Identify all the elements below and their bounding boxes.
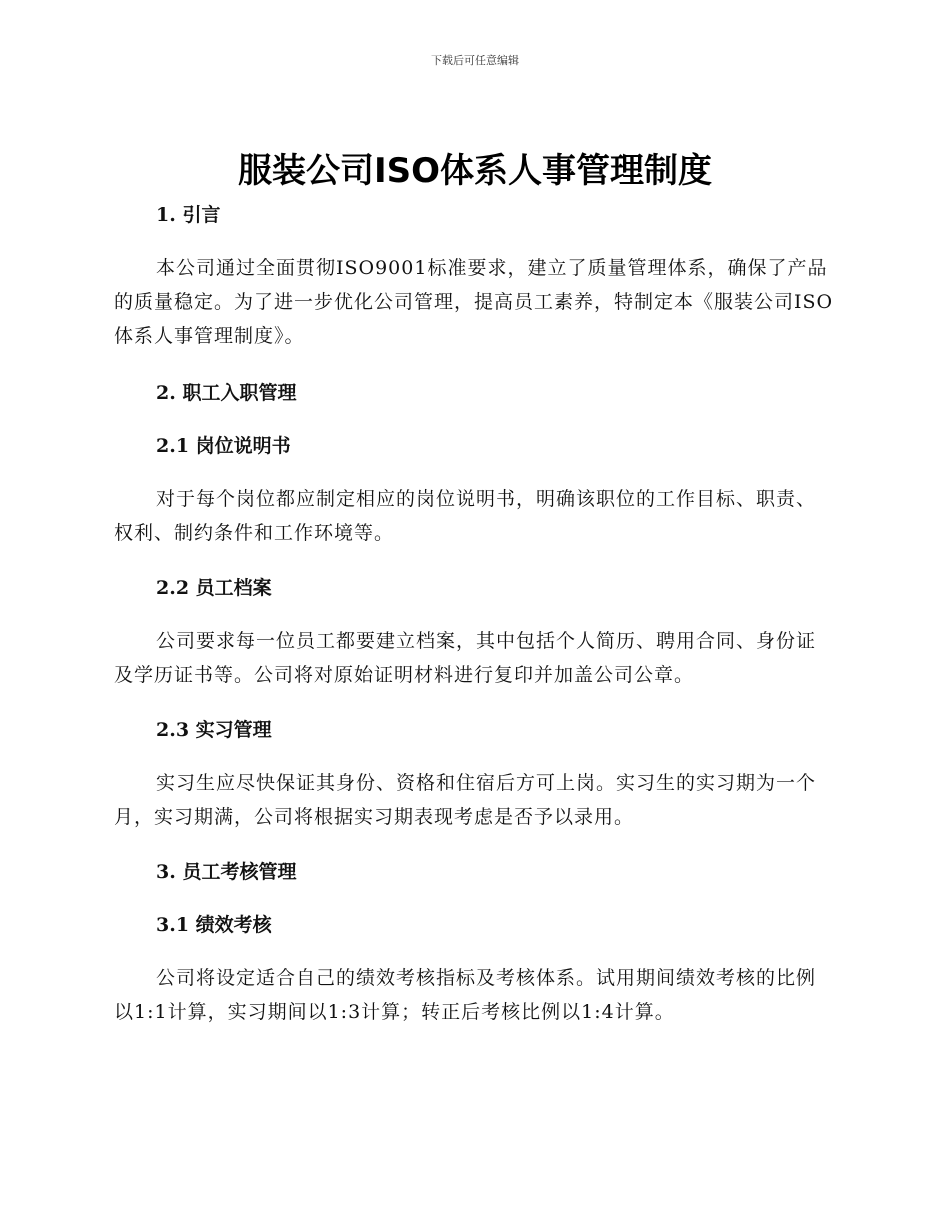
paragraph-internship: 实习生应尽快保证其身份、资格和住宿后方可上岗。实习生的实习期为一个月，实习期满，公司将根据实习期表现考虑是否予以录用。 [114,772,817,828]
subsection-heading-employee-records: 2.2 员工档案 [156,577,272,599]
document-title: 服装公司ISO体系人事管理制度 [237,151,713,191]
subsection-heading-job-description: 2.1 岗位说明书 [156,435,291,457]
section-heading-introduction: 1. 引言 [156,204,221,226]
paragraph-performance: 公司将设定适合自己的绩效考核指标及考核体系。试用期间绩效考核的比例以1:1计算，实习期间以1:3计算；转正后考核比例以1:4计算。 [114,967,817,1023]
paragraph-job-description: 对于每个岗位都应制定相应的岗位说明书，明确该职位的工作目标、职责、权利、制约条件和工作环境等。 [114,488,817,544]
section-heading-onboarding: 2. 职工入职管理 [156,382,297,404]
paragraph-employee-records: 公司要求每一位员工都要建立档案，其中包括个人简历、聘用合同、身份证及学历证书等。公司将对原始证明材料进行复印并加盖公司公章。 [114,630,817,686]
page-header-note: 下载后可任意编辑 [431,54,519,67]
subsection-heading-performance: 3.1 绩效考核 [156,914,272,936]
section-heading-assessment: 3. 员工考核管理 [156,861,297,883]
paragraph-introduction: 本公司通过全面贯彻ISO9001标准要求，建立了质量管理体系，确保了产品的质量稳定。为了进一步优化公司管理，提高员工素养，特制定本《服装公司ISO体系人事管理制度》。 [114,257,834,347]
subsection-heading-internship: 2.3 实习管理 [156,719,272,741]
